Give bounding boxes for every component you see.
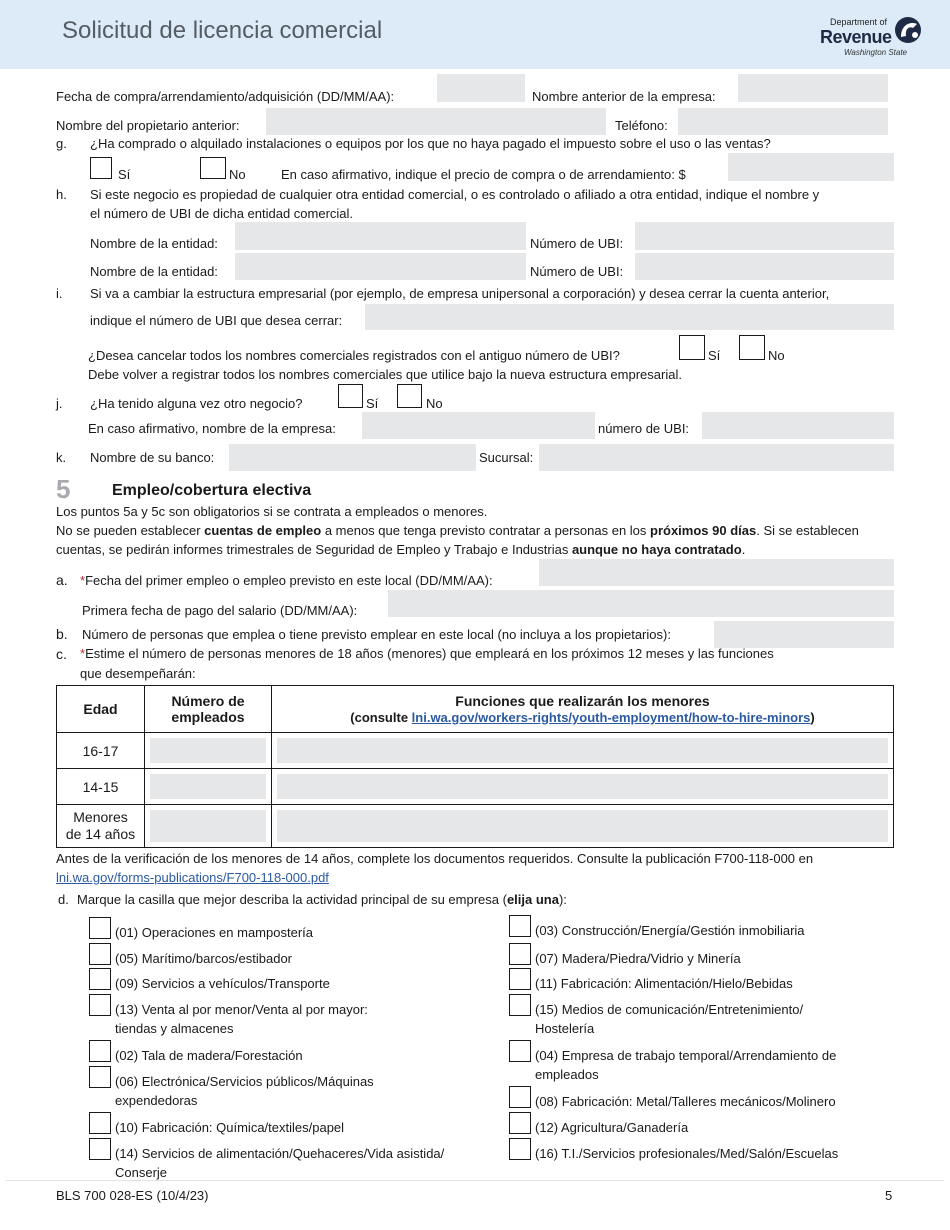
section-title: Empleo/cobertura electiva bbox=[112, 482, 312, 499]
activity-label: tiendas y almacenes bbox=[115, 1021, 234, 1036]
purchase-date-label: Fecha de compra/arrendamiento/adquisición (DD/MM/AA): bbox=[56, 89, 395, 104]
verification-note: Antes de la verificación de los menores de 14 años, complete los documentos requeridos. Consulte la publicación F700-118-000 en bbox=[56, 851, 814, 866]
j-ubi-label: número de UBI: bbox=[598, 421, 690, 436]
branch-label: Sucursal: bbox=[479, 450, 534, 465]
activity-instruction: Marque la casilla que mejor describa la actividad principal de su empresa (elija una): bbox=[77, 892, 567, 907]
item-k-letter: k. bbox=[56, 450, 67, 465]
entity-name-input-2[interactable] bbox=[235, 253, 526, 280]
g-no-label: No bbox=[229, 167, 246, 182]
first-payroll-label: Primera fecha de pago del salario (DD/MM/AA): bbox=[82, 603, 358, 618]
activity-label: (06) Electrónica/Servicios públicos/Máquinas bbox=[115, 1074, 374, 1089]
table-header-row bbox=[57, 686, 894, 733]
activity-label: Hostelería bbox=[535, 1021, 595, 1036]
page-number: 5 bbox=[885, 1188, 893, 1203]
section-intro-2: No se pueden establecer cuentas de empleo a menos que tenga previsto contratar a personas en los próximos 90 días. Si se establecen bbox=[56, 523, 859, 538]
activity-label: (04) Empresa de trabajo temporal/Arrendamiento de bbox=[535, 1048, 837, 1063]
activity-label: (03) Construcción/Energía/Gestión inmobiliaria bbox=[535, 923, 805, 938]
minors-table bbox=[56, 685, 894, 848]
count-input[interactable] bbox=[150, 810, 266, 842]
ubi-input-1[interactable] bbox=[635, 222, 894, 250]
page-title: Solicitud de licencia comercial bbox=[62, 17, 383, 44]
duties-input[interactable] bbox=[277, 738, 888, 763]
g-price-label: En caso afirmativo, indique el precio de compra o de arrendamiento: $ bbox=[281, 167, 686, 182]
j-business-name-input[interactable] bbox=[362, 412, 595, 439]
g-yes-checkbox[interactable] bbox=[90, 157, 112, 179]
bank-name-label: Nombre de su banco: bbox=[90, 450, 215, 465]
j-yes-checkbox[interactable] bbox=[338, 384, 363, 408]
cancel-yes-label: Sí bbox=[708, 348, 721, 363]
activity-label: (02) Tala de madera/Forestación bbox=[115, 1048, 303, 1063]
item-c-letter: c. bbox=[56, 646, 67, 662]
ubi-label-1: Número de UBI: bbox=[530, 236, 624, 251]
phone-label: Teléfono: bbox=[615, 118, 668, 133]
activity-label: (15) Medios de comunicación/Entretenimiento/ bbox=[535, 1002, 804, 1017]
g-yes-label: Sí bbox=[118, 167, 131, 182]
table-row bbox=[57, 805, 894, 848]
duties-cell bbox=[272, 769, 894, 805]
duties-cell bbox=[272, 733, 894, 769]
item-i-line1: Si va a cambiar la estructura empresarial (por ejemplo, de empresa unipersonal a corporación) y desea cerrar la cuenta anterior, bbox=[90, 286, 830, 301]
activity-checkbox[interactable] bbox=[509, 1138, 531, 1160]
col-age-header: Edad bbox=[57, 686, 145, 733]
activity-checkbox[interactable] bbox=[509, 943, 531, 965]
duties-cell bbox=[272, 805, 894, 848]
activity-label: (16) T.I./Servicios profesionales/Med/Salón/Escuelas bbox=[535, 1146, 839, 1161]
activity-label: Conserje bbox=[115, 1165, 168, 1180]
activity-label: (11) Fabricación: Alimentación/Hielo/Bebidas bbox=[535, 976, 793, 991]
activity-checkbox[interactable] bbox=[89, 1138, 111, 1160]
j-yes-label: Sí bbox=[366, 396, 379, 411]
item-g-question: ¿Ha comprado o alquilado instalaciones o equipos por los que no haya pagado el impuesto sobre el uso o las ventas? bbox=[90, 136, 771, 151]
activity-checkbox[interactable] bbox=[89, 994, 111, 1016]
activity-label: (14) Servicios de alimentación/Quehaceres/Vida asistida/ bbox=[115, 1146, 445, 1161]
f700-link[interactable]: lni.wa.gov/forms-publications/F700-118-000.pdf bbox=[56, 870, 329, 885]
activity-checkbox[interactable] bbox=[89, 943, 111, 965]
age-cell: 16-17 bbox=[57, 733, 145, 769]
ubi-label-2: Número de UBI: bbox=[530, 264, 624, 279]
entity-name-label-2: Nombre de la entidad: bbox=[90, 264, 218, 279]
age-cell: 14-15 bbox=[57, 769, 145, 805]
activity-label: (12) Agricultura/Ganadería bbox=[535, 1120, 689, 1135]
minors-estimate-line1: *Estime el número de personas menores de 18 años (menores) que empleará en los próximos 12 meses y las funciones bbox=[80, 646, 774, 661]
employee-count-label: Número de personas que emplea o tiene previsto emplear en este local (no incluya a los propietarios): bbox=[82, 627, 671, 642]
activity-checkbox[interactable] bbox=[89, 968, 111, 990]
reregister-note: Debe volver a registrar todos los nombres comerciales que utilice bajo la nueva estructura empresarial. bbox=[88, 367, 682, 382]
activity-label: (05) Marítimo/barcos/estibador bbox=[115, 951, 293, 966]
activity-label: (09) Servicios a vehículos/Transporte bbox=[115, 976, 330, 991]
item-g-letter: g. bbox=[56, 136, 67, 151]
logo-dept-text: Department of bbox=[830, 17, 888, 27]
footer-divider bbox=[6, 1180, 944, 1181]
section-intro-3: cuentas, se pedirán informes trimestrales de Seguridad de Empleo y Trabajo e Industrias aunque no haya contratado. bbox=[56, 542, 746, 557]
prev-owner-input[interactable] bbox=[266, 108, 606, 135]
revenue-swirl-icon bbox=[892, 13, 924, 47]
item-b-letter: b. bbox=[56, 626, 68, 642]
activity-checkbox[interactable] bbox=[89, 1040, 111, 1062]
item-j-question: ¿Ha tenido alguna vez otro negocio? bbox=[90, 396, 303, 411]
cancel-yes-checkbox[interactable] bbox=[679, 335, 705, 360]
count-input[interactable] bbox=[150, 774, 266, 799]
col-count-header: Número de empleados bbox=[145, 686, 272, 733]
cancel-no-checkbox[interactable] bbox=[739, 335, 765, 360]
activity-checkbox[interactable] bbox=[89, 1066, 111, 1088]
item-h-line2: el número de UBI de dicha entidad comercial. bbox=[90, 206, 354, 221]
activity-checkbox[interactable] bbox=[509, 994, 531, 1016]
j-no-label: No bbox=[426, 396, 443, 411]
item-a-letter: a. bbox=[56, 572, 68, 588]
section-number: 5 bbox=[56, 474, 71, 504]
activity-checkbox[interactable] bbox=[509, 1040, 531, 1062]
duties-input[interactable] bbox=[277, 774, 888, 799]
age-cell: Menores de 14 años bbox=[57, 805, 145, 848]
j-no-checkbox[interactable] bbox=[397, 384, 422, 408]
purchase-date-input[interactable] bbox=[437, 74, 525, 102]
count-cell bbox=[145, 805, 272, 848]
entity-name-input-1[interactable] bbox=[235, 222, 526, 250]
j-ubi-input[interactable] bbox=[702, 412, 894, 439]
form-id: BLS 700 028-ES (10/4/23) bbox=[56, 1188, 209, 1203]
activity-checkbox[interactable] bbox=[509, 968, 531, 990]
activity-checkbox[interactable] bbox=[509, 1112, 531, 1134]
logo-state-text: Washington State bbox=[844, 48, 908, 57]
item-d-letter: d. bbox=[58, 892, 69, 907]
minors-estimate-line2: que desempeñarán: bbox=[80, 666, 196, 681]
cancel-names-question: ¿Desea cancelar todos los nombres comerciales registrados con el antiguo número de UBI? bbox=[88, 348, 620, 363]
first-employment-input[interactable] bbox=[539, 559, 894, 586]
prev-owner-label: Nombre del propietario anterior: bbox=[56, 118, 240, 133]
activity-checkbox[interactable] bbox=[89, 917, 111, 939]
prev-business-name-label: Nombre anterior de la empresa: bbox=[532, 89, 716, 104]
prev-business-name-input[interactable] bbox=[738, 74, 888, 102]
activity-label: (13) Venta al por menor/Venta al por mayor: bbox=[115, 1002, 368, 1017]
youth-employment-link[interactable]: lni.wa.gov/workers-rights/youth-employment/how-to-hire-minors bbox=[411, 710, 811, 725]
section-intro-1: Los puntos 5a y 5c son obligatorios si se contrata a empleados o menores. bbox=[56, 504, 488, 519]
j-business-name-label: En caso afirmativo, nombre de la empresa: bbox=[88, 421, 336, 436]
first-employment-label: *Fecha del primer empleo o empleo previsto en este local (DD/MM/AA): bbox=[80, 573, 493, 588]
activity-label: (01) Operaciones en mampostería bbox=[115, 925, 313, 940]
count-cell bbox=[145, 733, 272, 769]
item-i-letter: i. bbox=[56, 286, 63, 301]
item-j-letter: j. bbox=[56, 396, 63, 411]
ubi-input-2[interactable] bbox=[635, 253, 894, 280]
count-cell bbox=[145, 769, 272, 805]
dor-logo bbox=[818, 13, 928, 59]
col-duties-header: Funciones que realizarán los menores (consulte lni.wa.gov/workers-rights/youth-employment/how-to-hire-minors) bbox=[272, 686, 894, 733]
activity-label: (10) Fabricación: Química/textiles/papel bbox=[115, 1120, 345, 1135]
activity-label: (08) Fabricación: Metal/Talleres mecánicos/Molinero bbox=[535, 1094, 836, 1109]
table-row bbox=[57, 733, 894, 769]
logo-revenue-text: Revenue bbox=[820, 27, 892, 47]
entity-name-label-1: Nombre de la entidad: bbox=[90, 236, 218, 251]
activity-label: empleados bbox=[535, 1067, 599, 1082]
activity-checkbox[interactable] bbox=[89, 1112, 111, 1134]
item-i-line2: indique el número de UBI que desea cerrar: bbox=[90, 313, 343, 328]
activity-label: expendedoras bbox=[115, 1093, 198, 1108]
ubi-close-input[interactable] bbox=[365, 304, 894, 330]
cancel-no-label: No bbox=[768, 348, 785, 363]
activity-checkbox[interactable] bbox=[509, 915, 531, 937]
count-input[interactable] bbox=[150, 738, 266, 763]
item-h-letter: h. bbox=[56, 187, 67, 202]
first-payroll-input[interactable] bbox=[388, 590, 894, 617]
employee-count-input[interactable] bbox=[714, 621, 894, 648]
duties-input[interactable] bbox=[277, 810, 888, 842]
activity-label: (07) Madera/Piedra/Vidrio y Minería bbox=[535, 951, 741, 966]
g-price-input[interactable] bbox=[728, 153, 894, 181]
branch-input[interactable] bbox=[539, 444, 894, 471]
table-row bbox=[57, 769, 894, 805]
phone-input[interactable] bbox=[678, 108, 888, 135]
item-h-line1: Si este negocio es propiedad de cualquier otra entidad comercial, o es controlado o afiliado a otra entidad, indique el nombre y bbox=[90, 187, 820, 202]
activity-checkbox[interactable] bbox=[509, 1086, 531, 1108]
bank-name-input[interactable] bbox=[229, 444, 476, 471]
g-no-checkbox[interactable] bbox=[200, 157, 226, 179]
